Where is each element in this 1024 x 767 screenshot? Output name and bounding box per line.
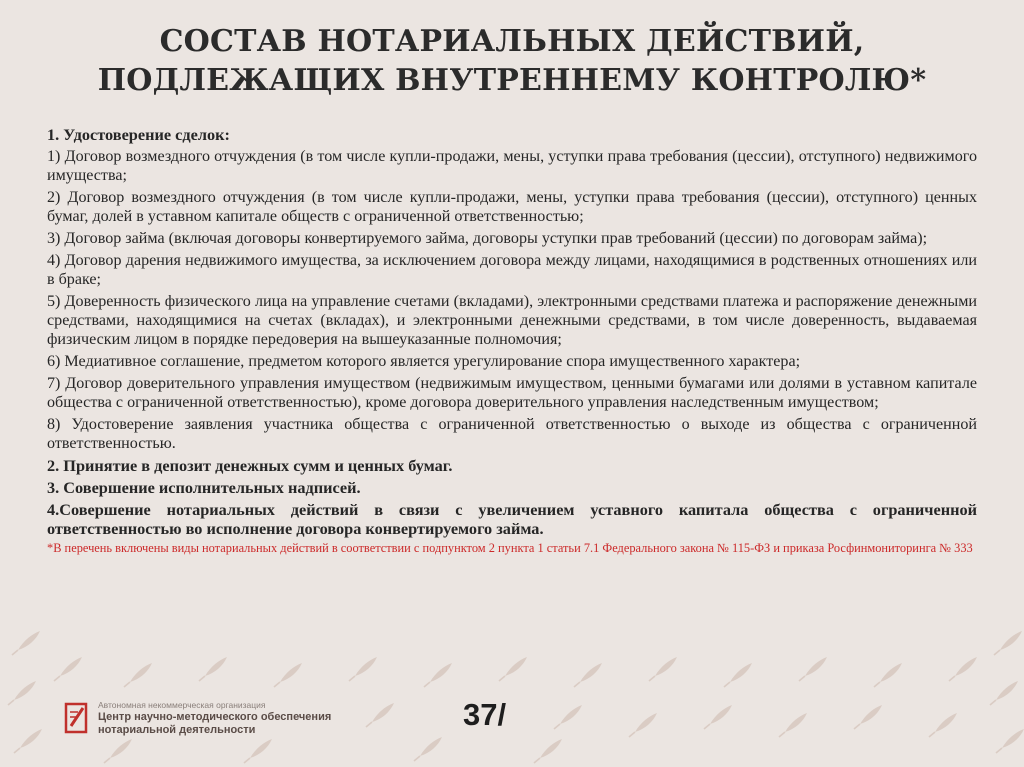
- section-1-item-5: 5) Доверенность физического лица на управление счетами (вкладами), электронными средствами платежа и распоряжение денежными средствами, находящимися на счетах (вкладах), и электронными денежными средствами, в том числе доверенность, выдаваемая физическим лицом в порядке передоверия на вышеуказанные полномочия;: [47, 293, 977, 348]
- organization-logo: [64, 698, 344, 742]
- section-1-item-3: 3) Договор займа (включая договоры конвертируемого займа, договоры уступки прав требований (цессии) по договорам займа);: [47, 230, 928, 247]
- section-2-heading: 2. Принятие в депозит денежных сумм и ценных бумаг.: [47, 456, 453, 475]
- logo-mark-icon: [64, 702, 90, 736]
- page-number: 37/: [463, 697, 507, 732]
- logo-name-line-2: нотариальной деятельности: [98, 724, 256, 736]
- section-1-item-7: 7) Договор доверительного управления имуществом (недвижимым имуществом, ценными бумагами или долями в уставном капитале общества с ограниченной ответственностью), кроме договора доверительного управления наследственным имуществом;: [47, 375, 977, 411]
- page-title: [40, 22, 984, 100]
- section-1-item-1: 1) Договор возмездного отчуждения (в том числе купли-продажи, мены, уступки права требования (цессии), отступного) недвижимого имущества;: [47, 148, 977, 184]
- section-1-item-6: 6) Медиативное соглашение, предметом которого является урегулирование спора имущественного характера;: [47, 353, 801, 370]
- title-line-2: ПОДЛЕЖАЩИХ ВНУТРЕННЕМУ КОНТРОЛЮ*: [97, 63, 927, 98]
- section-1-item-2: 2) Договор возмездного отчуждения (в том числе купли-продажи, мены, уступки права требования (цессии), отступного) ценных бумаг, долей в уставном капитале обществ с ограниченной ответственностью;: [47, 189, 977, 225]
- logo-caption: Автономная некоммерческая организация: [98, 700, 266, 710]
- section-4-heading: 4.Совершение нотариальных действий в связи с увеличением уставного капитала общества с ограниченной ответственностью во исполнение договора конвертируемого займа.: [47, 500, 977, 538]
- section-3-heading: 3. Совершение исполнительных надписей.: [47, 478, 361, 497]
- section-1-heading: 1. Удостоверение сделок:: [47, 125, 230, 144]
- section-1-item-4: 4) Договор дарения недвижимого имущества, за исключением договора между лицами, находящимися в родственных отношениях или в браке;: [47, 252, 977, 288]
- logo-name-line-1: Центр научно-методического обеспечения: [98, 711, 332, 723]
- footnote: *В перечень включены виды нотариальных действий в соответствии с подпунктом 2 пункта 1 статьи 7.1 Федерального закона № 115-ФЗ и приказа Росфинмониторинга № 333: [47, 541, 973, 555]
- title-line-1: СОСТАВ НОТАРИАЛЬНЫХ ДЕЙСТВИЙ,: [159, 24, 865, 59]
- content-body: [47, 125, 977, 559]
- section-1-item-8: 8) Удостоверение заявления участника общества с ограниченной ответственностью о выходе из общества с ограниченной ответственностью.: [47, 416, 977, 452]
